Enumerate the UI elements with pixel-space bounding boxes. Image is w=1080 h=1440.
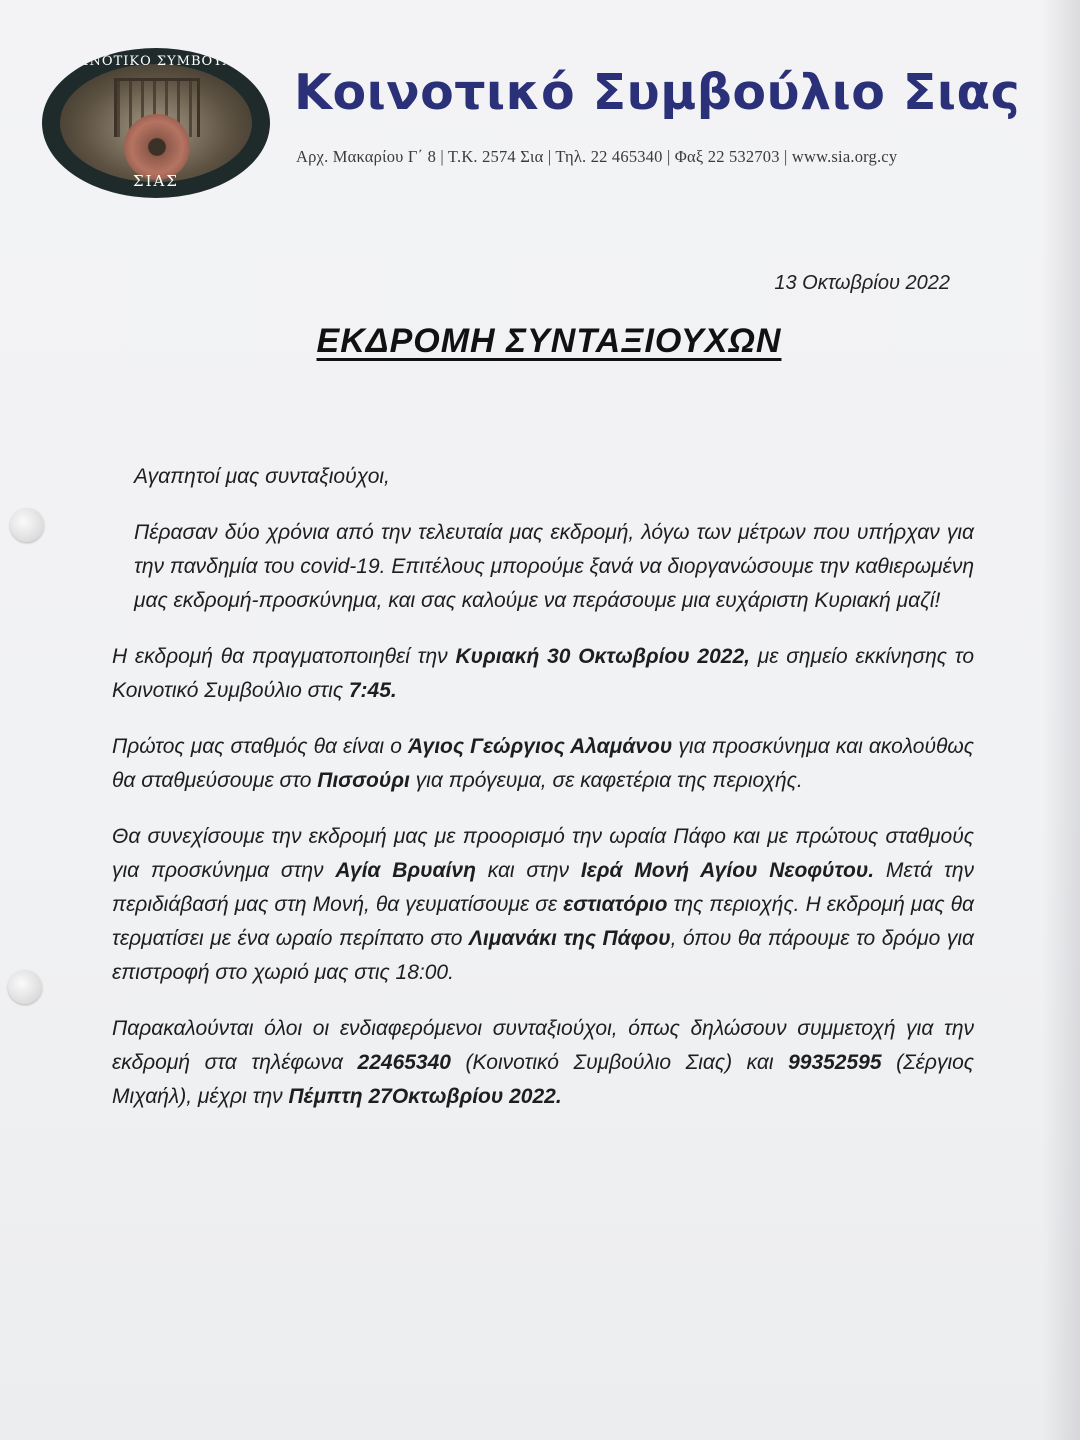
text-run: Παρακαλούνται όλοι οι ενδιαφερόμενοι συνταξιούχοι, όπως δηλώσουν συμμετοχή για την εκδρομή στα τηλέφωνα (112, 1017, 974, 1074)
letter-date: 13 Οκτωβρίου 2022 (774, 272, 950, 294)
paragraph-registration (112, 1012, 974, 1114)
punch-hole (10, 508, 44, 542)
paragraph-date-time (112, 640, 974, 708)
text-run: για προσκύνημα και ακολούθως θα σταθμεύσουμε στο (112, 735, 974, 792)
stop-name: Ιερά Μονή Αγίου Νεοφύτου. (580, 859, 875, 882)
text-run: Θα συνεχίσουμε την εκδρομή μας με προορισμό την ωραία Πάφο και με πρώτους σταθμούς για προσκύνημα στην (112, 825, 974, 882)
mill-wheel-icon (124, 114, 190, 180)
text-run: Μετά την περιδιάβασή μας στη Μονή, θα γευματίσουμε σε (112, 859, 975, 916)
text-run: (Κοινοτικό Συμβούλιο Σιας) και (450, 1051, 789, 1074)
org-title: Κοινοτικό Συμβούλιο Σιας (294, 64, 1021, 121)
letter-body (112, 460, 974, 1136)
text-run: (Σέργιος Μιχαήλ), μέχρι την (112, 1051, 974, 1108)
stop-name: Λιμανάκι της Πάφου (468, 927, 671, 950)
greeting: Αγαπητοί μας συνταξιούχοι, (134, 465, 390, 488)
text-run: για πρόγευμα, σε καφετέρια της περιοχής. (409, 769, 803, 792)
stop-name: Πισσούρι (317, 769, 410, 792)
departure-time: 7:45. (348, 679, 397, 702)
text-run: και στην (475, 859, 581, 882)
trip-date: Κυριακή 30 Οκτωβρίου 2022, (455, 645, 750, 668)
letter-heading: ΕΚΔΡΟΜΗ ΣΥΝΤΑΞΙΟΥΧΩΝ (316, 322, 782, 360)
paragraph-paphos (112, 820, 974, 990)
page-edge-shadow (1042, 0, 1080, 1440)
stop-name: Αγία Βρυαίνη (335, 859, 476, 882)
text-run: της περιοχής. Η εκδρομή μας θα τερματίσει με ένα ωραίο περίπατο στο (112, 893, 974, 950)
text-run: με σημείο εκκίνησης το Κοινοτικό Συμβούλιο στις (112, 645, 975, 702)
restaurant-label: εστιατόριο (563, 893, 668, 916)
paragraph-first-stop (112, 730, 974, 798)
phone-number: 22465340 (357, 1051, 451, 1074)
logo-bottom-text: ΣΙΑΣ (133, 172, 179, 190)
deadline-date: Πέμπτη 27Οκτωβρίου 2022. (288, 1085, 562, 1108)
stop-name: Άγιος Γεώργιος Αλαμάνου (407, 735, 673, 758)
text-run: Η εκδρομή θα πραγματοποιηθεί την (112, 645, 456, 668)
council-logo (42, 48, 270, 198)
logo-top-text: ΚΟΙΝΟΤΙΚΟ ΣΥΜΒΟΥΛΙΟ (61, 54, 251, 69)
text-run: , όπου θα πάρουμε το δρόμο για επιστροφή στο χωριό μας στις 18:00. (112, 927, 974, 984)
phone-number: 99352595 (788, 1051, 882, 1074)
punch-hole (8, 970, 42, 1004)
paragraph-intro: Πέρασαν δύο χρόνια από την τελευταία μας εκδρομή, λόγω των μέτρων που υπήρχαν για την πανδημία του covid-19. Επιτέλους μπορούμε ξανά να διοργανώσουμε την καθιερωμένη μας εκδρομή-προσκύνημα, και σας καλούμε να περάσουμε μια ευχάριστη Κυριακή μαζί! (134, 521, 974, 612)
text-run: Πρώτος μας σταθμός θα είναι ο (112, 735, 408, 758)
org-contact-line: Αρχ. Μακαρίου Γ΄ 8 | Τ.Κ. 2574 Σια | Τηλ. 22 465340 | Φαξ 22 532703 | www.sia.org.cy (296, 147, 898, 166)
